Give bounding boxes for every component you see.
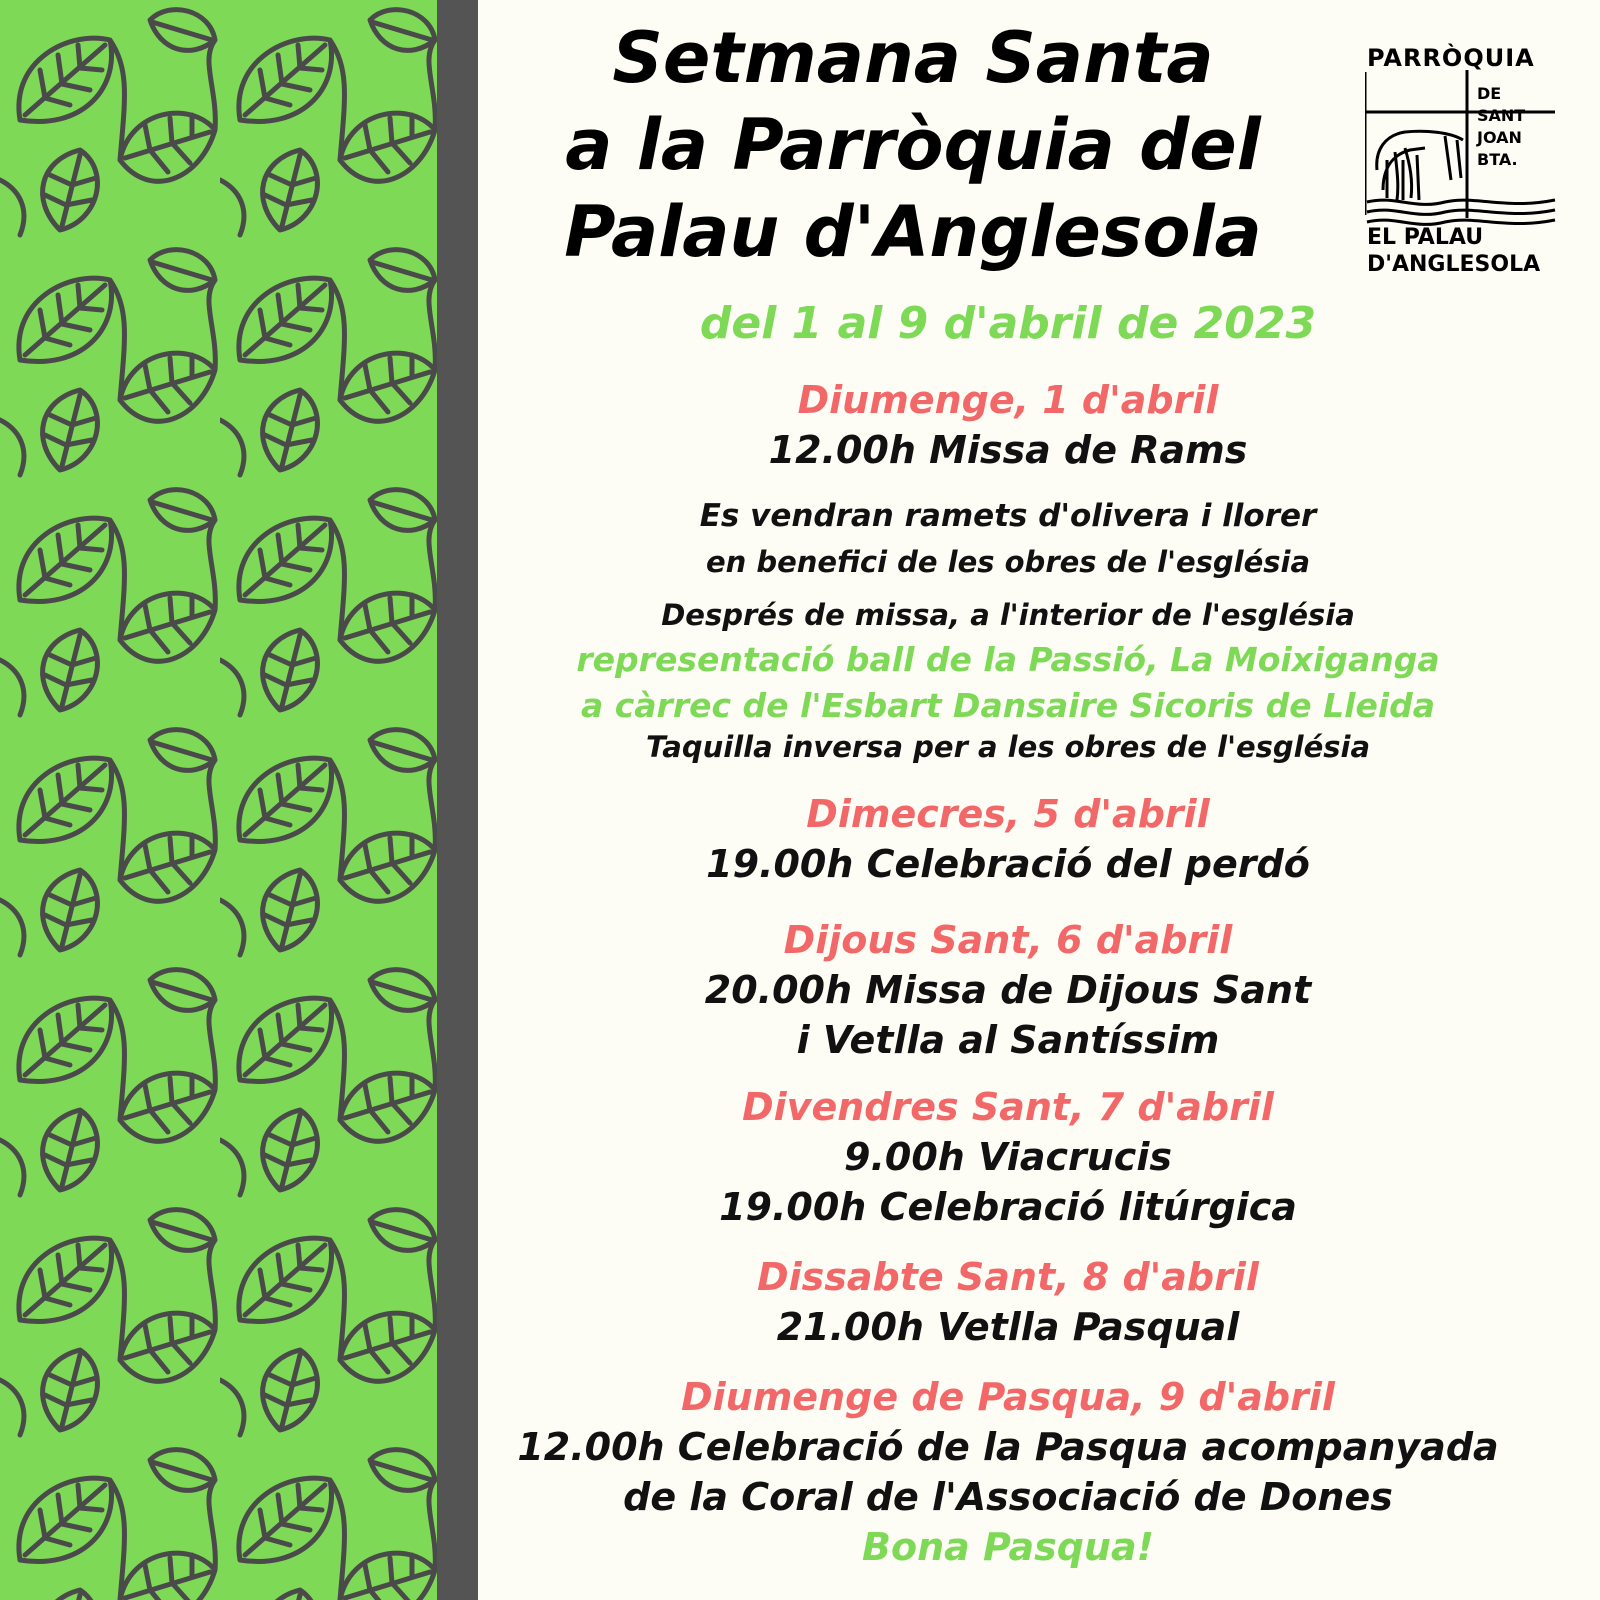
- title-line: Palau d'Anglesola: [564, 191, 1262, 273]
- note-line: Després de missa, a l'interior de l'església: [661, 598, 1355, 632]
- logo-top-text: PARRÒQUIA: [1367, 44, 1535, 72]
- performance-line: a càrrec de l'Esbart Dansaire Sicoris de Lleida: [580, 686, 1436, 725]
- event-line: 21.00h Vetlla Pasqual: [776, 1305, 1240, 1349]
- title-line: a la Parròquia del: [565, 104, 1261, 186]
- event-line: 12.00h Celebració de la Pasqua acompanyada: [517, 1425, 1499, 1469]
- logo-small-text: BTA.: [1477, 150, 1518, 169]
- event-line: 9.00h Viacrucis: [844, 1135, 1172, 1179]
- leaf-pattern-panel: [0, 0, 437, 1600]
- day-heading: Dijous Sant, 6 d'abril: [783, 918, 1233, 962]
- logo-small-text: SANT: [1477, 106, 1526, 125]
- day-heading: Dimecres, 5 d'abril: [806, 792, 1210, 836]
- event-line: 20.00h Missa de Dijous Sant: [704, 968, 1312, 1012]
- event-line: 19.00h Celebració litúrgica: [719, 1185, 1297, 1229]
- note-line: Es vendran ramets d'olivera i llorer: [699, 498, 1317, 534]
- content-column: [478, 0, 1600, 1600]
- closing-greeting: Bona Pasqua!: [862, 1525, 1154, 1569]
- day-heading: Dissabte Sant, 8 d'abril: [757, 1255, 1259, 1299]
- logo-small-text: DE: [1477, 84, 1502, 103]
- note-line: en benefici de les obres de l'església: [705, 545, 1311, 579]
- logo-bottom-text: EL PALAU: [1367, 225, 1484, 250]
- event-line: 12.00h Missa de Rams: [768, 428, 1248, 472]
- leaf-pattern: [0, 0, 437, 1600]
- day-heading: Divendres Sant, 7 d'abril: [742, 1085, 1274, 1129]
- event-line: i Vetlla al Santíssim: [796, 1018, 1220, 1062]
- logo-small-text: JOAN: [1477, 128, 1522, 147]
- note-line: Taquilla inversa per a les obres de l'església: [645, 730, 1371, 764]
- logo-bottom-text: D'ANGLESOLA: [1367, 252, 1541, 277]
- event-line: de la Coral de l'Associació de Dones: [623, 1475, 1393, 1519]
- day-heading: Diumenge, 1 d'abril: [797, 378, 1219, 422]
- day-heading: Diumenge de Pasqua, 9 d'abril: [681, 1375, 1335, 1419]
- title-line: Setmana Santa: [612, 17, 1214, 99]
- event-line: 19.00h Celebració del perdó: [706, 842, 1310, 886]
- date-range: del 1 al 9 d'abril de 2023: [699, 298, 1317, 349]
- performance-line: representació ball de la Passió, La Moixiganga: [576, 640, 1440, 679]
